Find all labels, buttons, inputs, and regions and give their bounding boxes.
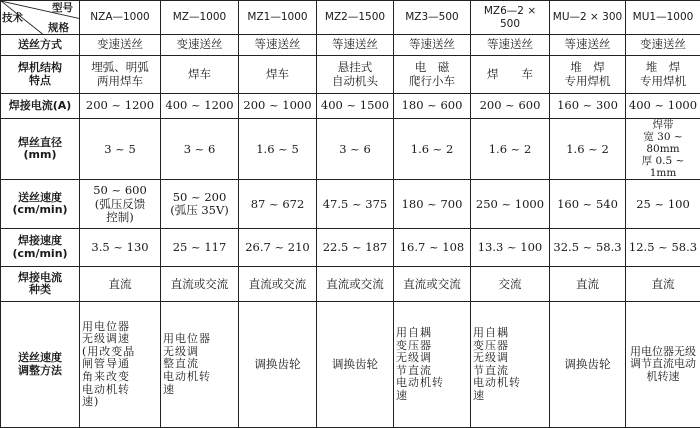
model-header: MZ1—1000 (239, 1, 317, 35)
table-cell: 13.3 ~ 100 (471, 229, 550, 267)
table-cell: 400 ~ 1200 (161, 94, 239, 119)
table-cell: 160 ~ 300 (550, 94, 626, 119)
table-row (1, 180, 700, 229)
table-cell: 焊 车 (471, 56, 550, 94)
row-label: 焊机结构 特点 (1, 56, 80, 94)
table-cell: 等速送丝 (471, 35, 550, 56)
table-row (1, 267, 700, 302)
table-cell: 180 ~ 600 (394, 94, 471, 119)
table-cell: 12.5 ~ 58.3 (626, 229, 700, 267)
row-label: 送丝速度 调整方法 (1, 302, 80, 428)
table-cell: 25 ~ 117 (161, 229, 239, 267)
header-row (1, 1, 700, 35)
table-cell: 160 ~ 540 (550, 180, 626, 229)
model-header: MZ6—2 × 500 (471, 1, 550, 35)
table-row (1, 229, 700, 267)
table-cell: 交流 (471, 267, 550, 302)
model-header: MZ3—500 (394, 1, 471, 35)
table-cell: 焊车 (161, 56, 239, 94)
table-cell: 变速送丝 (80, 35, 161, 56)
table-cell: 25 ~ 100 (626, 180, 700, 229)
table-cell: 1.6 ~ 2 (550, 119, 626, 180)
corner-label-model: 型号 (52, 2, 73, 14)
table-cell: 250 ~ 1000 (471, 180, 550, 229)
table-cell: 等速送丝 (394, 35, 471, 56)
corner-cell (1, 1, 80, 35)
table-cell: 16.7 ~ 108 (394, 229, 471, 267)
corner-label-tech: 技术 (2, 12, 23, 24)
table-cell: 22.5 ~ 187 (317, 229, 394, 267)
row-label: 焊接速度 (cm/min) (1, 229, 80, 267)
table-cell: 3 ~ 5 (80, 119, 161, 180)
table-cell: 焊车 (239, 56, 317, 94)
model-header: MU—2 × 300 (550, 1, 626, 35)
table-cell: 等速送丝 (239, 35, 317, 56)
table-cell: 200 ~ 600 (471, 94, 550, 119)
table-cell: 直流 (550, 267, 626, 302)
table-cell: 3 ~ 6 (317, 119, 394, 180)
model-header: MZ—1000 (161, 1, 239, 35)
table-cell: 用电位器 无级调 整直流 电动机转 速 (161, 302, 239, 428)
table-row (1, 35, 700, 56)
table-cell: 埋弧、明弧 两用焊车 (80, 56, 161, 94)
model-header: NZA—1000 (80, 1, 161, 35)
table-cell: 直流或交流 (239, 267, 317, 302)
table-cell: 堆 焊 专用焊机 (550, 56, 626, 94)
table-row (1, 94, 700, 119)
table-cell: 电 磁 爬行小车 (394, 56, 471, 94)
row-label: 送丝速度 (cm/min) (1, 180, 80, 229)
table-cell: 直流或交流 (394, 267, 471, 302)
table-cell: 调换齿轮 (239, 302, 317, 428)
table-cell: 87 ~ 672 (239, 180, 317, 229)
table-cell: 直流 (80, 267, 161, 302)
table-cell: 变速送丝 (626, 35, 700, 56)
table-cell: 400 ~ 1000 (626, 94, 700, 119)
model-header: MZ2—1500 (317, 1, 394, 35)
table-cell: 50 ~ 200 (弧压 35V) (161, 180, 239, 229)
table-cell: 等速送丝 (550, 35, 626, 56)
table-cell: 200 ~ 1200 (80, 94, 161, 119)
corner-label-spec: 规格 (48, 22, 69, 34)
model-header: MU1—1000 (626, 1, 700, 35)
table-cell: 用自耦 变压器 无级调 节直流 电动机转 速 (471, 302, 550, 428)
table-cell: 堆 焊 专用焊机 (626, 56, 700, 94)
table-cell: 调换齿轮 (550, 302, 626, 428)
table-cell: 26.7 ~ 210 (239, 229, 317, 267)
table-cell: 直流或交流 (161, 267, 239, 302)
row-label: 焊丝直径 (mm) (1, 119, 80, 180)
table-cell: 调换齿轮 (317, 302, 394, 428)
table-cell: 用电位器无级 调节直流电动 机转速 (626, 302, 700, 428)
table-row (1, 119, 700, 180)
table-cell: 3 ~ 6 (161, 119, 239, 180)
table-cell: 1.6 ~ 2 (471, 119, 550, 180)
table-cell: 180 ~ 700 (394, 180, 471, 229)
row-label: 焊接电流 种类 (1, 267, 80, 302)
row-label: 送丝方式 (1, 35, 80, 56)
table-cell: 直流 (626, 267, 700, 302)
table-cell: 3.5 ~ 130 (80, 229, 161, 267)
table-cell: 1.6 ~ 2 (394, 119, 471, 180)
table-cell: 47.5 ~ 375 (317, 180, 394, 229)
table-cell: 焊带 宽 30 ~ 80mm 厚 0.5 ~ 1mm (626, 119, 700, 180)
table-cell: 400 ~ 1500 (317, 94, 394, 119)
table-cell: 用电位器 无级调速 (用改变晶 闸管导通 角来改变 电动机转 速) (80, 302, 161, 428)
table-cell: 变速送丝 (161, 35, 239, 56)
table-cell: 等速送丝 (317, 35, 394, 56)
table-cell: 50 ~ 600 (弧压反馈 控制) (80, 180, 161, 229)
table-cell: 用自耦 变压器 无级调 节直流 电动机转 速 (394, 302, 471, 428)
table-cell: 悬挂式 自动机头 (317, 56, 394, 94)
table-cell: 1.6 ~ 5 (239, 119, 317, 180)
table-row (1, 56, 700, 94)
table-cell: 直流或交流 (317, 267, 394, 302)
row-label: 焊接电流(A) (1, 94, 80, 119)
table-cell: 200 ~ 1000 (239, 94, 317, 119)
table-cell: 32.5 ~ 58.3 (550, 229, 626, 267)
